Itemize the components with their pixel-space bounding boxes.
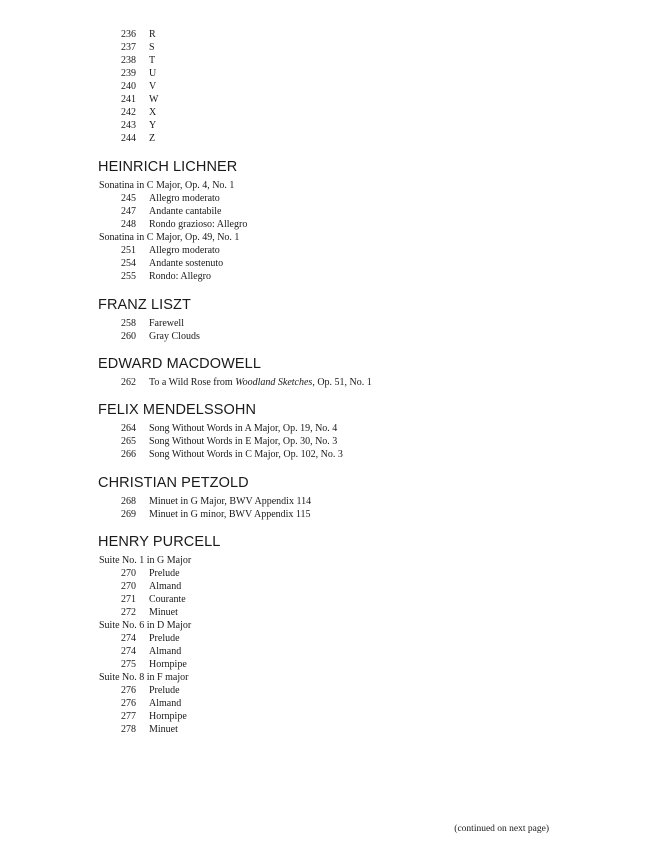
page-number: 258: [121, 318, 136, 329]
piece-title: Almand: [149, 581, 182, 592]
page-number: 276: [121, 698, 136, 709]
piece-title: Prelude: [149, 568, 180, 579]
piece-title: Andante cantabile: [149, 206, 222, 217]
page-number: 271: [121, 594, 136, 605]
work-heading: Suite No. 1 in G Major: [99, 555, 192, 566]
piece-title: Hornpipe: [149, 659, 187, 670]
piece-title: R: [149, 29, 156, 40]
piece-title: Minuet: [149, 607, 178, 618]
page-number: 275: [121, 659, 136, 670]
composer-heading: EDWARD MACDOWELL: [98, 356, 261, 372]
page-number: 239: [121, 68, 136, 79]
page-number: 245: [121, 193, 136, 204]
composer-heading: HEINRICH LICHNER: [98, 159, 238, 175]
piece-title: Farewell: [149, 318, 184, 329]
page-number: 277: [121, 711, 136, 722]
piece-title: Hornpipe: [149, 711, 187, 722]
piece-title: S: [149, 42, 155, 53]
piece-title: Y: [149, 120, 157, 131]
piece-title: Song Without Words in E Major, Op. 30, No. 3: [149, 436, 338, 447]
piece-title: Courante: [149, 594, 186, 605]
piece-title: Song Without Words in C Major, Op. 102, No. 3: [149, 449, 343, 460]
piece-title: Almand: [149, 646, 182, 657]
piece-title: Song Without Words in A Major, Op. 19, No. 4: [149, 423, 338, 434]
piece-title: Almand: [149, 698, 182, 709]
page-number: 241: [121, 94, 136, 105]
piece-title: Minuet in G minor, BWV Appendix 115: [149, 509, 311, 520]
piece-title-prefix: To a Wild Rose from: [149, 377, 236, 388]
piece-title: T: [149, 55, 156, 66]
page-number: 243: [121, 120, 136, 131]
continued-note: (continued on next page): [454, 824, 549, 834]
page-number: 265: [121, 436, 136, 447]
piece-title: Rondo grazioso: Allegro: [149, 219, 248, 230]
page-number: 269: [121, 509, 136, 520]
page-number: 270: [121, 581, 136, 592]
piece-title: Prelude: [149, 633, 180, 644]
page-number: 278: [121, 724, 136, 735]
page-number: 251: [121, 245, 136, 256]
composer-heading: HENRY PURCELL: [98, 534, 221, 550]
page-number: 276: [121, 685, 136, 696]
page-number: 242: [121, 107, 136, 118]
piece-title: Z: [149, 133, 156, 144]
page-number: 266: [121, 449, 136, 460]
piece-title: V: [149, 81, 157, 92]
piece-title: W: [149, 94, 159, 105]
page-number: 238: [121, 55, 136, 66]
work-heading: Sonatina in C Major, Op. 4, No. 1: [99, 180, 235, 191]
collection-title: Woodland Sketches: [235, 377, 313, 388]
work-heading: Sonatina in C Major, Op. 49, No. 1: [99, 232, 240, 243]
page-number: 248: [121, 219, 136, 230]
piece-title: X: [149, 107, 157, 118]
work-heading: Suite No. 8 in F major: [99, 672, 189, 683]
piece-title: Andante sostenuto: [149, 258, 224, 269]
page-number: 244: [121, 133, 136, 144]
page-number: 237: [121, 42, 136, 53]
page-number: 262: [121, 377, 136, 388]
piece-title: U: [149, 68, 157, 79]
page-number: 240: [121, 81, 136, 92]
page-number: 260: [121, 331, 136, 342]
piece-title: [149, 376, 372, 389]
page-number: 274: [121, 646, 136, 657]
page-number: 236: [121, 29, 136, 40]
piece-title: Minuet in G Major, BWV Appendix 114: [149, 496, 312, 507]
piece-title: Rondo: Allegro: [149, 271, 211, 282]
work-heading: Suite No. 6 in D Major: [99, 620, 192, 631]
piece-title: Allegro moderato: [149, 193, 220, 204]
page-number: 274: [121, 633, 136, 644]
page-number: 247: [121, 206, 136, 217]
page-number: 272: [121, 607, 136, 618]
piece-title: Gray Clouds: [149, 331, 200, 342]
page-number: 255: [121, 271, 136, 282]
piece-title-suffix: , Op. 51, No. 1: [312, 377, 372, 388]
composer-heading: FELIX MENDELSSOHN: [98, 402, 257, 418]
page-number: 268: [121, 496, 136, 507]
page-number: 254: [121, 258, 136, 269]
page-number: 264: [121, 423, 136, 434]
piece-title: Prelude: [149, 685, 180, 696]
composer-heading: CHRISTIAN PETZOLD: [98, 475, 249, 491]
piece-title: Allegro moderato: [149, 245, 220, 256]
page-number: 270: [121, 568, 136, 579]
piece-title: Minuet: [149, 724, 178, 735]
composer-heading: FRANZ LISZT: [98, 297, 191, 313]
